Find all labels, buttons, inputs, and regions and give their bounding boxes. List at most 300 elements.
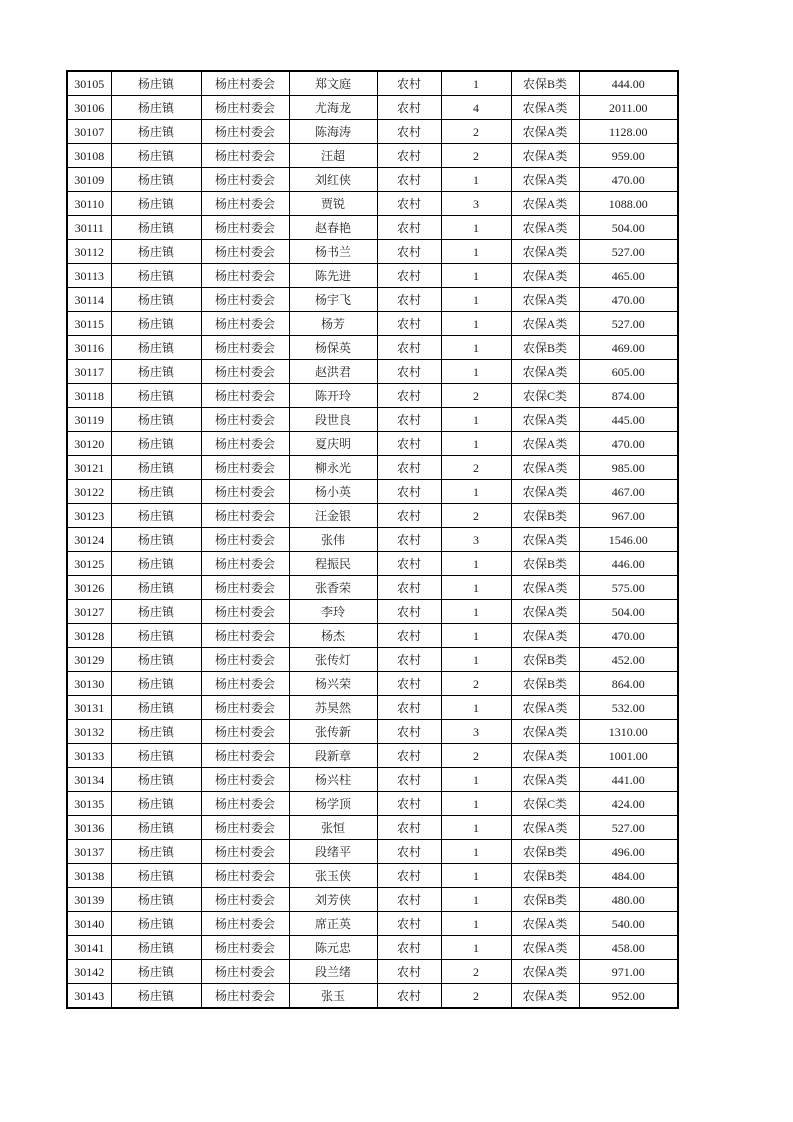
cell-person-count: 2: [441, 744, 511, 768]
cell-village-committee: 杨庄村委会: [201, 912, 289, 936]
table-row: [67, 792, 678, 816]
cell-town: 杨庄镇: [111, 216, 201, 240]
cell-person-name: 陈海涛: [289, 120, 377, 144]
cell-person-name: 李玲: [289, 600, 377, 624]
cell-amount: 2011.00: [579, 96, 678, 120]
cell-id: 30106: [67, 96, 111, 120]
cell-village-committee: 杨庄村委会: [201, 432, 289, 456]
cell-person-count: 1: [441, 600, 511, 624]
cell-amount: 527.00: [579, 312, 678, 336]
cell-village-committee: 杨庄村委会: [201, 71, 289, 96]
cell-amount: 446.00: [579, 552, 678, 576]
table-row: [67, 480, 678, 504]
cell-person-name: 杨芳: [289, 312, 377, 336]
cell-person-name: 陈开玲: [289, 384, 377, 408]
cell-town: 杨庄镇: [111, 456, 201, 480]
cell-insurance-category: 农保C类: [511, 792, 579, 816]
table-row: [67, 648, 678, 672]
cell-amount: 874.00: [579, 384, 678, 408]
cell-insurance-category: 农保A类: [511, 96, 579, 120]
cell-id: 30121: [67, 456, 111, 480]
cell-person-count: 2: [441, 960, 511, 984]
cell-town: 杨庄镇: [111, 120, 201, 144]
cell-insurance-category: 农保A类: [511, 360, 579, 384]
cell-amount: 469.00: [579, 336, 678, 360]
cell-person-name: 郑文庭: [289, 71, 377, 96]
cell-id: 30131: [67, 696, 111, 720]
table-row: [67, 744, 678, 768]
cell-area-type: 农村: [377, 912, 441, 936]
cell-id: 30123: [67, 504, 111, 528]
cell-town: 杨庄镇: [111, 336, 201, 360]
table-row: [67, 960, 678, 984]
cell-amount: 484.00: [579, 864, 678, 888]
cell-area-type: 农村: [377, 888, 441, 912]
cell-village-committee: 杨庄村委会: [201, 696, 289, 720]
cell-person-name: 段新章: [289, 744, 377, 768]
cell-person-count: 1: [441, 264, 511, 288]
table-row: [67, 840, 678, 864]
cell-person-name: 杨宇飞: [289, 288, 377, 312]
table-row: [67, 192, 678, 216]
cell-town: 杨庄镇: [111, 936, 201, 960]
cell-area-type: 农村: [377, 96, 441, 120]
table-row: [67, 216, 678, 240]
table-row: [67, 288, 678, 312]
cell-person-name: 苏昊然: [289, 696, 377, 720]
cell-town: 杨庄镇: [111, 288, 201, 312]
cell-town: 杨庄镇: [111, 168, 201, 192]
cell-insurance-category: 农保A类: [511, 432, 579, 456]
cell-id: 30108: [67, 144, 111, 168]
cell-id: 30128: [67, 624, 111, 648]
cell-village-committee: 杨庄村委会: [201, 360, 289, 384]
cell-id: 30124: [67, 528, 111, 552]
cell-area-type: 农村: [377, 720, 441, 744]
cell-insurance-category: 农保A类: [511, 264, 579, 288]
cell-insurance-category: 农保A类: [511, 408, 579, 432]
cell-amount: 952.00: [579, 984, 678, 1009]
cell-village-committee: 杨庄村委会: [201, 720, 289, 744]
cell-person-count: 1: [441, 888, 511, 912]
cell-village-committee: 杨庄村委会: [201, 408, 289, 432]
cell-town: 杨庄镇: [111, 768, 201, 792]
cell-area-type: 农村: [377, 744, 441, 768]
cell-town: 杨庄镇: [111, 432, 201, 456]
cell-person-count: 1: [441, 840, 511, 864]
cell-amount: 540.00: [579, 912, 678, 936]
cell-insurance-category: 农保A类: [511, 168, 579, 192]
cell-village-committee: 杨庄村委会: [201, 768, 289, 792]
cell-id: 30130: [67, 672, 111, 696]
cell-town: 杨庄镇: [111, 864, 201, 888]
cell-village-committee: 杨庄村委会: [201, 192, 289, 216]
cell-person-name: 赵春艳: [289, 216, 377, 240]
cell-person-count: 1: [441, 648, 511, 672]
cell-insurance-category: 农保B类: [511, 840, 579, 864]
cell-area-type: 农村: [377, 264, 441, 288]
cell-town: 杨庄镇: [111, 720, 201, 744]
cell-town: 杨庄镇: [111, 71, 201, 96]
cell-amount: 971.00: [579, 960, 678, 984]
cell-area-type: 农村: [377, 480, 441, 504]
cell-village-committee: 杨庄村委会: [201, 984, 289, 1009]
table-row: [67, 240, 678, 264]
cell-person-name: 尤海龙: [289, 96, 377, 120]
cell-area-type: 农村: [377, 648, 441, 672]
cell-village-committee: 杨庄村委会: [201, 624, 289, 648]
table-row: [67, 888, 678, 912]
cell-amount: 605.00: [579, 360, 678, 384]
cell-person-count: 1: [441, 624, 511, 648]
cell-village-committee: 杨庄村委会: [201, 240, 289, 264]
cell-person-count: 1: [441, 576, 511, 600]
cell-id: 30118: [67, 384, 111, 408]
cell-insurance-category: 农保A类: [511, 192, 579, 216]
cell-person-name: 张香荣: [289, 576, 377, 600]
cell-area-type: 农村: [377, 672, 441, 696]
cell-village-committee: 杨庄村委会: [201, 288, 289, 312]
cell-insurance-category: 农保B类: [511, 888, 579, 912]
cell-village-committee: 杨庄村委会: [201, 744, 289, 768]
cell-area-type: 农村: [377, 984, 441, 1009]
cell-person-count: 2: [441, 456, 511, 480]
cell-person-count: 1: [441, 768, 511, 792]
cell-amount: 470.00: [579, 624, 678, 648]
cell-town: 杨庄镇: [111, 480, 201, 504]
table-row: [67, 624, 678, 648]
cell-person-name: 张玉: [289, 984, 377, 1009]
cell-insurance-category: 农保B类: [511, 71, 579, 96]
cell-insurance-category: 农保A类: [511, 768, 579, 792]
cell-amount: 504.00: [579, 600, 678, 624]
cell-amount: 467.00: [579, 480, 678, 504]
cell-id: 30142: [67, 960, 111, 984]
table-row: [67, 984, 678, 1009]
cell-person-count: 1: [441, 312, 511, 336]
table-row: [67, 600, 678, 624]
cell-village-committee: 杨庄村委会: [201, 168, 289, 192]
cell-area-type: 农村: [377, 504, 441, 528]
cell-amount: 967.00: [579, 504, 678, 528]
cell-id: 30116: [67, 336, 111, 360]
cell-person-count: 1: [441, 552, 511, 576]
cell-town: 杨庄镇: [111, 552, 201, 576]
records-table-body: [67, 71, 678, 1008]
cell-village-committee: 杨庄村委会: [201, 888, 289, 912]
cell-id: 30143: [67, 984, 111, 1009]
cell-town: 杨庄镇: [111, 816, 201, 840]
table-row: [67, 168, 678, 192]
cell-id: 30135: [67, 792, 111, 816]
table-row: [67, 96, 678, 120]
table-row: [67, 936, 678, 960]
cell-insurance-category: 农保A类: [511, 744, 579, 768]
cell-amount: 444.00: [579, 71, 678, 96]
cell-amount: 424.00: [579, 792, 678, 816]
cell-insurance-category: 农保A类: [511, 960, 579, 984]
cell-village-committee: 杨庄村委会: [201, 672, 289, 696]
table-row: [67, 816, 678, 840]
cell-id: 30115: [67, 312, 111, 336]
table-row: [67, 576, 678, 600]
cell-town: 杨庄镇: [111, 744, 201, 768]
cell-insurance-category: 农保A类: [511, 624, 579, 648]
cell-insurance-category: 农保A类: [511, 120, 579, 144]
cell-amount: 441.00: [579, 768, 678, 792]
cell-area-type: 农村: [377, 360, 441, 384]
cell-town: 杨庄镇: [111, 240, 201, 264]
cell-amount: 470.00: [579, 432, 678, 456]
cell-person-name: 张恒: [289, 816, 377, 840]
cell-town: 杨庄镇: [111, 528, 201, 552]
cell-amount: 1546.00: [579, 528, 678, 552]
cell-town: 杨庄镇: [111, 144, 201, 168]
cell-insurance-category: 农保B类: [511, 504, 579, 528]
cell-person-count: 2: [441, 672, 511, 696]
cell-area-type: 农村: [377, 71, 441, 96]
cell-id: 30117: [67, 360, 111, 384]
cell-town: 杨庄镇: [111, 960, 201, 984]
cell-amount: 470.00: [579, 168, 678, 192]
table-row: [67, 768, 678, 792]
cell-insurance-category: 农保B类: [511, 648, 579, 672]
cell-id: 30139: [67, 888, 111, 912]
cell-id: 30134: [67, 768, 111, 792]
cell-id: 30119: [67, 408, 111, 432]
cell-person-name: 杨保英: [289, 336, 377, 360]
cell-id: 30122: [67, 480, 111, 504]
cell-area-type: 农村: [377, 816, 441, 840]
cell-id: 30113: [67, 264, 111, 288]
cell-insurance-category: 农保A类: [511, 480, 579, 504]
cell-amount: 985.00: [579, 456, 678, 480]
cell-area-type: 农村: [377, 840, 441, 864]
cell-person-count: 4: [441, 96, 511, 120]
cell-person-count: 1: [441, 936, 511, 960]
cell-person-name: 张传灯: [289, 648, 377, 672]
cell-village-committee: 杨庄村委会: [201, 816, 289, 840]
cell-person-name: 程振民: [289, 552, 377, 576]
cell-area-type: 农村: [377, 336, 441, 360]
cell-town: 杨庄镇: [111, 384, 201, 408]
cell-area-type: 农村: [377, 192, 441, 216]
cell-person-name: 杨学顶: [289, 792, 377, 816]
cell-area-type: 农村: [377, 528, 441, 552]
cell-id: 30120: [67, 432, 111, 456]
cell-town: 杨庄镇: [111, 672, 201, 696]
cell-person-count: 1: [441, 432, 511, 456]
cell-person-name: 杨兴柱: [289, 768, 377, 792]
cell-area-type: 农村: [377, 432, 441, 456]
table-row: [67, 120, 678, 144]
cell-insurance-category: 农保A类: [511, 576, 579, 600]
cell-area-type: 农村: [377, 696, 441, 720]
cell-person-name: 杨书兰: [289, 240, 377, 264]
cell-id: 30109: [67, 168, 111, 192]
table-row: [67, 71, 678, 96]
cell-village-committee: 杨庄村委会: [201, 864, 289, 888]
cell-village-committee: 杨庄村委会: [201, 312, 289, 336]
cell-town: 杨庄镇: [111, 792, 201, 816]
cell-id: 30127: [67, 600, 111, 624]
cell-person-count: 1: [441, 912, 511, 936]
cell-insurance-category: 农保A类: [511, 288, 579, 312]
cell-insurance-category: 农保A类: [511, 696, 579, 720]
cell-person-count: 1: [441, 408, 511, 432]
cell-village-committee: 杨庄村委会: [201, 96, 289, 120]
cell-area-type: 农村: [377, 408, 441, 432]
cell-insurance-category: 农保A类: [511, 528, 579, 552]
cell-area-type: 农村: [377, 288, 441, 312]
cell-area-type: 农村: [377, 792, 441, 816]
table-row: [67, 864, 678, 888]
cell-insurance-category: 农保A类: [511, 240, 579, 264]
cell-town: 杨庄镇: [111, 600, 201, 624]
cell-amount: 1128.00: [579, 120, 678, 144]
cell-insurance-category: 农保A类: [511, 312, 579, 336]
cell-person-name: 杨兴荣: [289, 672, 377, 696]
cell-village-committee: 杨庄村委会: [201, 144, 289, 168]
cell-person-name: 席正英: [289, 912, 377, 936]
cell-village-committee: 杨庄村委会: [201, 840, 289, 864]
table-row: [67, 336, 678, 360]
table-row: [67, 264, 678, 288]
cell-id: 30129: [67, 648, 111, 672]
cell-insurance-category: 农保B类: [511, 336, 579, 360]
cell-person-name: 段绪平: [289, 840, 377, 864]
cell-id: 30136: [67, 816, 111, 840]
cell-insurance-category: 农保A类: [511, 912, 579, 936]
cell-area-type: 农村: [377, 144, 441, 168]
cell-person-count: 1: [441, 240, 511, 264]
cell-person-count: 1: [441, 480, 511, 504]
cell-person-name: 汪超: [289, 144, 377, 168]
cell-person-name: 杨小英: [289, 480, 377, 504]
cell-person-name: 贾锐: [289, 192, 377, 216]
cell-area-type: 农村: [377, 312, 441, 336]
cell-person-count: 1: [441, 360, 511, 384]
cell-id: 30137: [67, 840, 111, 864]
records-table: [66, 70, 679, 1009]
cell-village-committee: 杨庄村委会: [201, 504, 289, 528]
cell-town: 杨庄镇: [111, 96, 201, 120]
table-row: [67, 504, 678, 528]
cell-person-count: 3: [441, 192, 511, 216]
cell-person-name: 段兰绪: [289, 960, 377, 984]
cell-id: 30133: [67, 744, 111, 768]
cell-person-count: 2: [441, 120, 511, 144]
table-row: [67, 312, 678, 336]
cell-town: 杨庄镇: [111, 696, 201, 720]
cell-person-count: 1: [441, 168, 511, 192]
cell-person-count: 1: [441, 816, 511, 840]
cell-insurance-category: 农保A类: [511, 720, 579, 744]
cell-person-count: 1: [441, 696, 511, 720]
cell-person-count: 2: [441, 984, 511, 1009]
cell-amount: 527.00: [579, 816, 678, 840]
cell-village-committee: 杨庄村委会: [201, 480, 289, 504]
table-row: [67, 672, 678, 696]
cell-town: 杨庄镇: [111, 504, 201, 528]
cell-amount: 527.00: [579, 240, 678, 264]
cell-insurance-category: 农保B类: [511, 552, 579, 576]
cell-area-type: 农村: [377, 384, 441, 408]
cell-person-name: 刘红侠: [289, 168, 377, 192]
cell-insurance-category: 农保B类: [511, 672, 579, 696]
cell-town: 杨庄镇: [111, 912, 201, 936]
cell-person-name: 赵洪君: [289, 360, 377, 384]
cell-id: 30112: [67, 240, 111, 264]
cell-person-name: 汪金银: [289, 504, 377, 528]
cell-village-committee: 杨庄村委会: [201, 264, 289, 288]
cell-town: 杨庄镇: [111, 264, 201, 288]
cell-amount: 458.00: [579, 936, 678, 960]
cell-id: 30132: [67, 720, 111, 744]
cell-area-type: 农村: [377, 168, 441, 192]
cell-area-type: 农村: [377, 216, 441, 240]
cell-id: 30107: [67, 120, 111, 144]
cell-amount: 480.00: [579, 888, 678, 912]
table-row: [67, 696, 678, 720]
cell-id: 30125: [67, 552, 111, 576]
table-row: [67, 528, 678, 552]
cell-town: 杨庄镇: [111, 984, 201, 1009]
cell-person-name: 陈元忠: [289, 936, 377, 960]
cell-insurance-category: 农保A类: [511, 216, 579, 240]
cell-amount: 959.00: [579, 144, 678, 168]
table-row: [67, 384, 678, 408]
cell-id: 30126: [67, 576, 111, 600]
cell-town: 杨庄镇: [111, 312, 201, 336]
cell-person-name: 陈先进: [289, 264, 377, 288]
cell-person-name: 刘芳侠: [289, 888, 377, 912]
cell-id: 30140: [67, 912, 111, 936]
table-row: [67, 552, 678, 576]
cell-town: 杨庄镇: [111, 360, 201, 384]
cell-area-type: 农村: [377, 624, 441, 648]
cell-person-count: 1: [441, 792, 511, 816]
cell-town: 杨庄镇: [111, 192, 201, 216]
cell-village-committee: 杨庄村委会: [201, 528, 289, 552]
cell-village-committee: 杨庄村委会: [201, 576, 289, 600]
cell-insurance-category: 农保A类: [511, 984, 579, 1009]
cell-amount: 1088.00: [579, 192, 678, 216]
cell-village-committee: 杨庄村委会: [201, 792, 289, 816]
cell-person-name: 张伟: [289, 528, 377, 552]
cell-amount: 496.00: [579, 840, 678, 864]
cell-insurance-category: 农保A类: [511, 816, 579, 840]
cell-amount: 575.00: [579, 576, 678, 600]
table-row: [67, 432, 678, 456]
cell-id: 30110: [67, 192, 111, 216]
cell-id: 30111: [67, 216, 111, 240]
cell-area-type: 农村: [377, 456, 441, 480]
table-row: [67, 720, 678, 744]
cell-id: 30114: [67, 288, 111, 312]
cell-insurance-category: 农保A类: [511, 456, 579, 480]
cell-area-type: 农村: [377, 960, 441, 984]
cell-insurance-category: 农保C类: [511, 384, 579, 408]
cell-area-type: 农村: [377, 576, 441, 600]
cell-village-committee: 杨庄村委会: [201, 936, 289, 960]
table-row: [67, 456, 678, 480]
table-row: [67, 912, 678, 936]
cell-id: 30105: [67, 71, 111, 96]
cell-village-committee: 杨庄村委会: [201, 552, 289, 576]
cell-insurance-category: 农保A类: [511, 936, 579, 960]
cell-id: 30138: [67, 864, 111, 888]
